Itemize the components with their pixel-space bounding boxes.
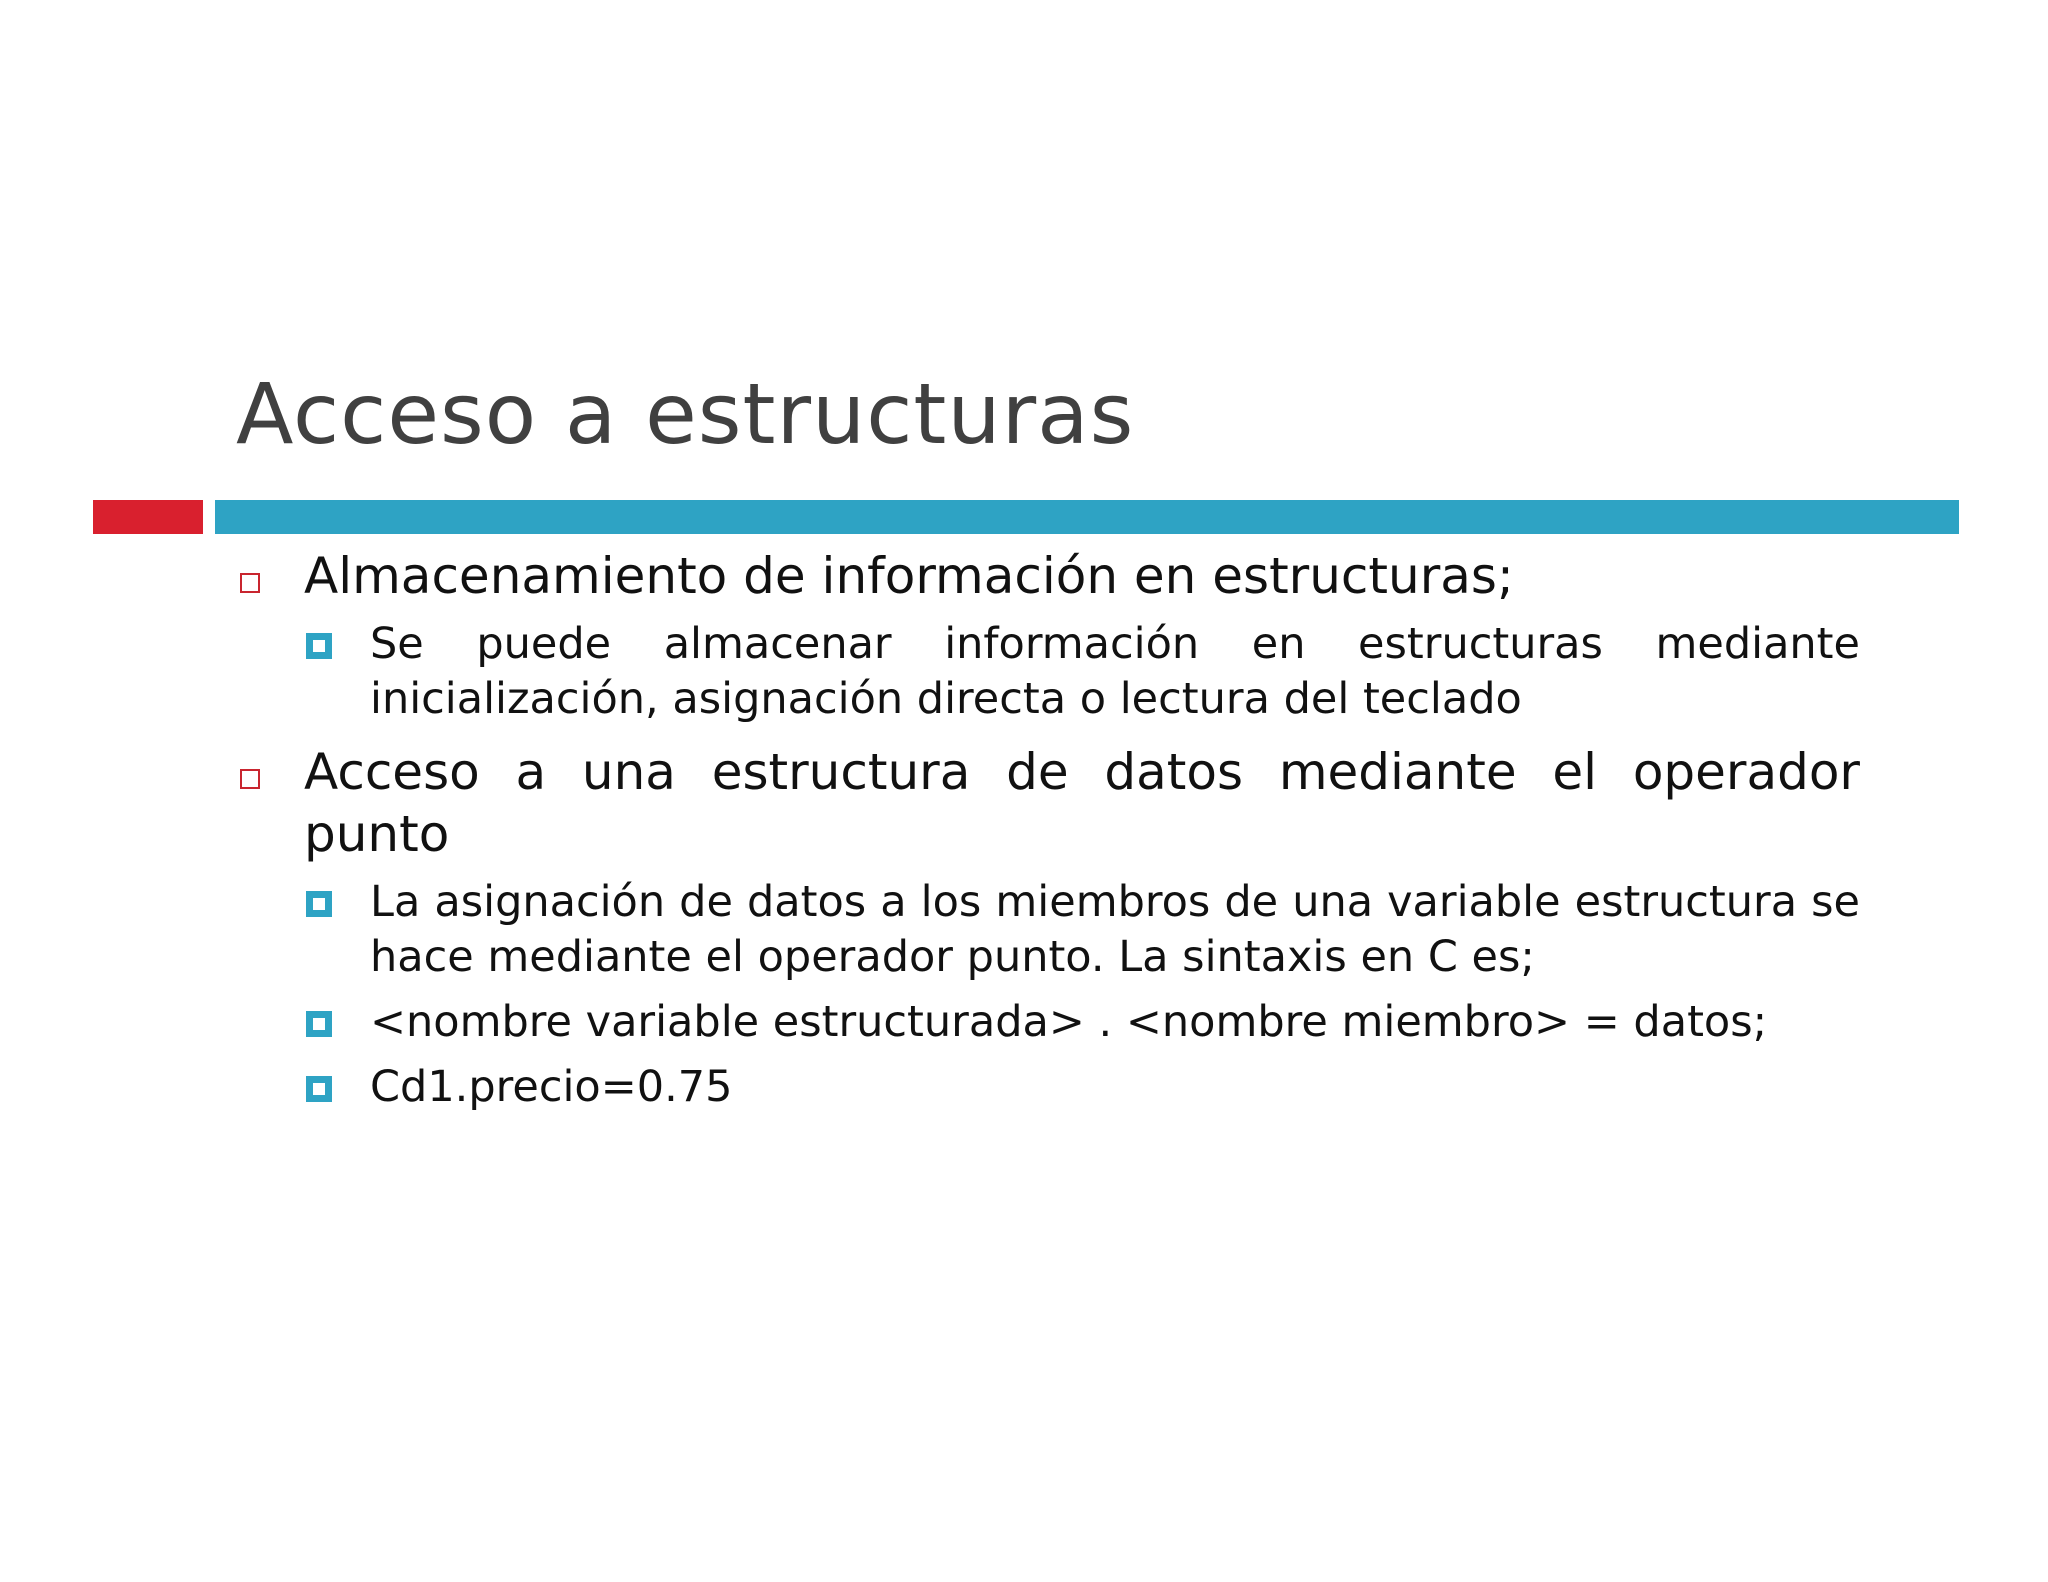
sub-bullet-text: Cd1.precio=0.75 — [370, 1062, 733, 1112]
sub-bullet-text: La asignación de datos a los miembros de una variable estructura se hace mediante el operador punto. La sintaxis en C es; — [370, 877, 1860, 982]
sub-bullet-item — [304, 617, 1860, 727]
title-accent-bar-blue — [215, 500, 1959, 534]
square-bullet-icon — [306, 633, 332, 659]
bullet-item — [236, 545, 1860, 607]
sub-bullet-item — [304, 875, 1860, 985]
bullet-text: Acceso a una estructura de datos mediante el operador punto — [304, 743, 1860, 863]
bullet-item — [236, 741, 1860, 865]
title-accent-bar-red — [93, 500, 203, 534]
bullet-text: Almacenamiento de información en estructuras; — [304, 547, 1514, 605]
square-bullet-icon — [306, 1076, 332, 1102]
square-bullet-icon — [306, 1011, 332, 1037]
hollow-square-bullet-icon — [240, 769, 260, 789]
slide-title: Acceso a estructuras — [236, 365, 1135, 463]
sub-bullet-text: <nombre variable estructurada> . <nombre miembro> = datos; — [370, 997, 1768, 1047]
sub-bullet-item — [304, 995, 1860, 1050]
square-bullet-icon — [306, 891, 332, 917]
sub-bullet-item — [304, 1060, 1860, 1115]
hollow-square-bullet-icon — [240, 573, 260, 593]
slide-content — [236, 545, 1860, 1115]
sub-bullet-text: Se puede almacenar información en estructuras mediante inicialización, asignación directa o lectura del teclado — [370, 619, 1860, 724]
